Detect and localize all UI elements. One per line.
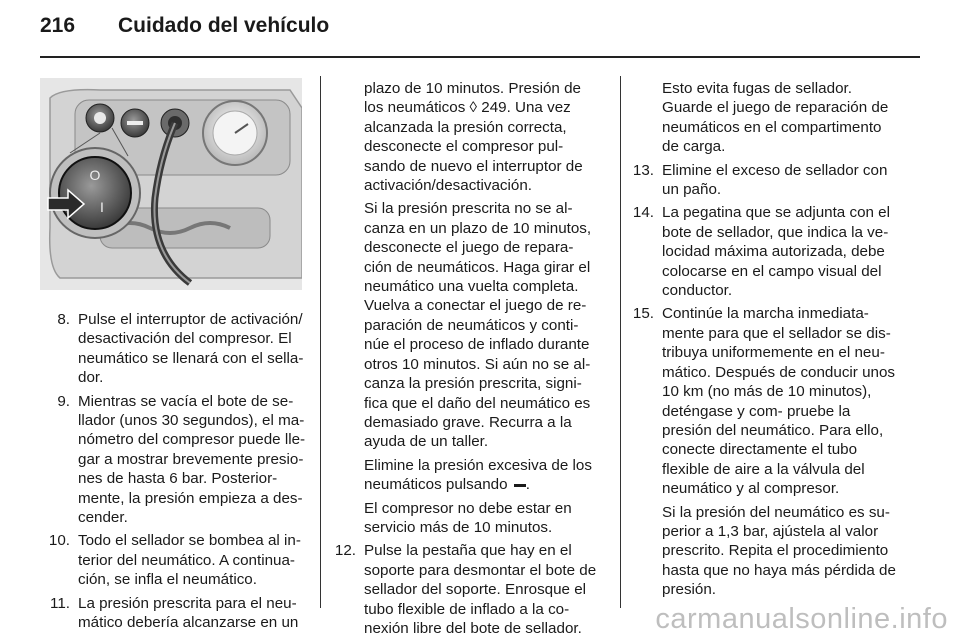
step-number: 8.	[57, 311, 70, 328]
column-3	[632, 79, 902, 604]
paragraph: Esto evita fugas de sellador. Guarde el juego de reparación de neumáticos en el compartimento de carga.	[662, 80, 889, 156]
page-header	[40, 14, 329, 44]
list-item	[40, 594, 306, 633]
paragraph: plazo de 10 minutos. Presión de los neumáticos ◊ 249. Una vez alcanzada la presión correcta, desconecte el compresor pul- sando de nuevo el interruptor de activación/desactivación.	[364, 80, 583, 195]
step-text: Pulse el interruptor de activación/ desactivación del compresor. El neumático se llenará con el sella- dor.	[78, 311, 304, 387]
column-2	[334, 79, 604, 642]
switch-off-symbol: O	[89, 167, 101, 183]
column-divider-1	[320, 76, 321, 608]
paragraph: Si la presión prescrita no se al- canza en un plazo de 10 minutos, desconecte el juego de repara- ción de neumáticos. Haga girar el neumático una vuelta completa. Vuelva a conectar el juego de re- paración de neumáticos y conti- núe el proceso de inflado durante otros 10 minutos. Si aún no se al- canza la presión prescrita, signi- fica que el daño del neumático es demasiado grave. Recurra a la ayuda de un taller.	[364, 200, 592, 451]
step-text: Elimine el exceso de sellador con un paño.	[662, 161, 888, 199]
watermark: carmanualsonline.info	[655, 603, 948, 635]
step-number: 11.	[50, 594, 70, 612]
step-text: La presión prescrita para el neu- mático debería alcanzarse en un	[78, 594, 299, 632]
step-number: 9.	[57, 392, 70, 410]
list-item	[40, 392, 306, 528]
step-number: 14.	[632, 204, 654, 222]
switch-on-symbol: I	[100, 199, 104, 215]
list-item	[606, 304, 902, 498]
list-item	[606, 161, 902, 200]
header-rule	[40, 56, 920, 58]
step-text: La pegatina que se adjunta con el bote de sellador, que indica la ve- locidad máxima autorizada, debe colocarse en el campo visual del conductor.	[662, 204, 890, 300]
step-number: 15.	[632, 305, 654, 323]
paragraph	[338, 456, 604, 495]
list-item	[40, 531, 306, 589]
step-text: Pulse la pestaña que hay en el soporte para desmontar el bote de sellador del soporte. Enrosque el tubo flexible de inflado a la co- nexión libre del bote de sellador.	[364, 542, 597, 637]
minus-button-icon	[514, 484, 526, 487]
list-item	[40, 310, 306, 388]
paragraph: Si la presión del neumático es su- perior a 1,3 bar, ajústela al valor prescrito. Repita el procedimiento hasta que no haya más pérdida de presión.	[662, 503, 896, 599]
step-number: 10.	[48, 532, 70, 550]
paragraph-text: Elimine la presión excesiva de los neumáticos pulsando	[364, 456, 592, 494]
section-title: Cuidado del vehículo	[118, 14, 330, 37]
step-number: 13.	[632, 161, 654, 179]
step-number: 12.	[334, 542, 356, 560]
step-text: Todo el sellador se bombea al in- terior del neumático. A continua- ción, se infla el neumático.	[78, 532, 301, 589]
list-item	[606, 203, 902, 300]
step-text: Mientras se vacía el bote de se- llador (unos 30 segundos), el ma- nómetro del compresor puede lle- gar a mostrar brevemente presio- nes de hasta 6 bar. Posterior- mente, la presión empieza a des- cender.	[78, 392, 306, 527]
step-text: Continúe la marcha inmediata- mente para que el sellador se dis- tribuya uniformemente en el neu- mático. Después de conducir unos 10 km (no más de 10 minutos), deténgase y com- pruebe la presión del neumático. Para ello, conecte directamente el tubo flexible de aire a la válvula del neumático y al compresor.	[662, 305, 896, 498]
paragraph: El compresor no debe estar en servicio más de 10 minutos.	[364, 499, 572, 536]
column-1	[40, 78, 306, 637]
paragraph-end: .	[525, 476, 531, 494]
compressor-illustration	[40, 78, 302, 290]
compressor-figure	[40, 78, 302, 290]
page-number: 216	[40, 14, 76, 37]
list-item	[308, 541, 604, 638]
